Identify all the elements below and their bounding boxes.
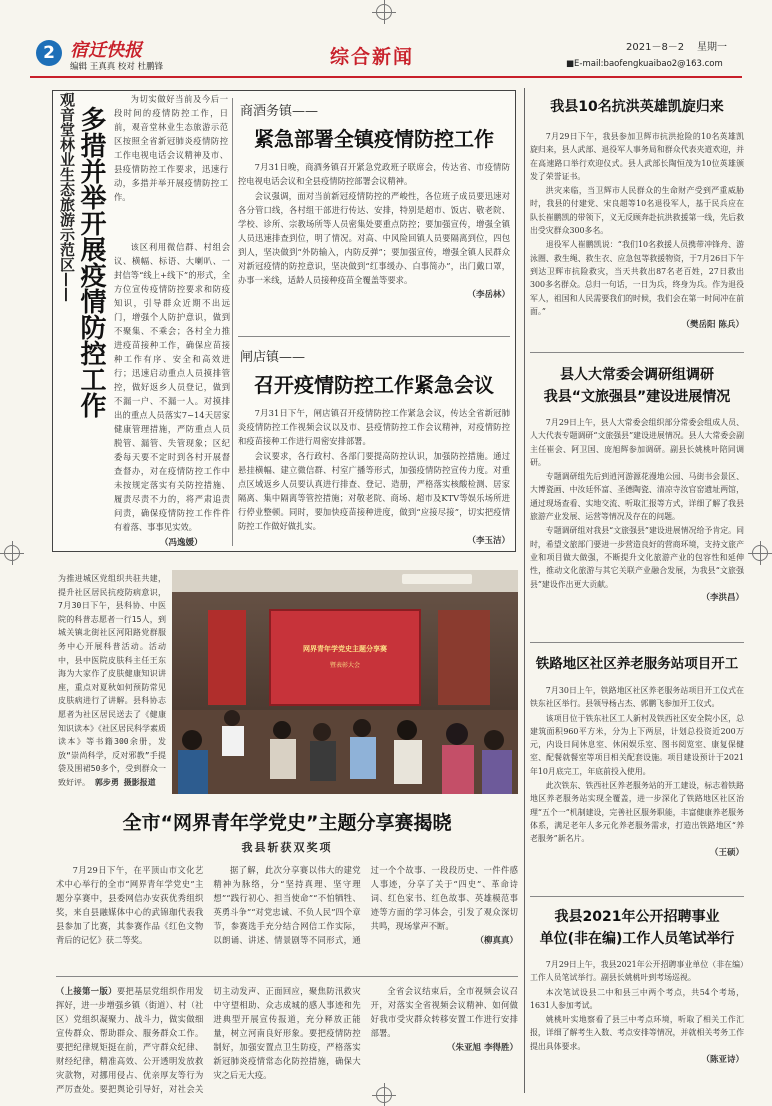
- article-headline-line2: 单位(非在编)工作人员笔试举行: [539, 931, 735, 947]
- article-paragraph: 专题调研组对我县“文旅强县”建设进展情况给予肯定。同时，希望文旅部门要进一步营造良好的营商环境，支持文旅产业和项目做大做强，不断提升文化旅游产业的包容性和延伸性，推动文化旅游与其它关联产业融合发展，为我县“文旅强县”建设作出更大贡献。: [530, 526, 744, 589]
- divider: [530, 896, 744, 897]
- divider: [530, 352, 744, 353]
- article-paragraph: 该区利用微信群、村组会议、横幅、标语、大喇叭、一封信等“线上+线下”的形式，全方位宣传疫情防控要求和防疫知识，引导群众近期不出远门，增强个人防护意识，做到不聚集、不乘会；各村全力推进疫苗接种工作，确保应苗接种工作有序、安全和高效进行；迅速启动重点人员摸排管控，做好返乡人员登记，做到不漏一户、不漏一人。对摸排出的重点人员落实7−14天居家健康管理措施，严防重点人员脱管、漏管、失管现象；区纪委每天要不定时到各村开展督查督办，对在疫情防控工作中未按规定落实有关防控措施、履责尽责不力的，将严肃追责问责，确保疫情防控工作件件有着落、事事见实效。: [114, 242, 230, 532]
- article-byline: （朱亚旭 李得胜）: [447, 1043, 518, 1053]
- article-byline: （李玉洁）: [467, 536, 510, 546]
- registration-mark-left: [4, 545, 20, 561]
- article-paragraph: 全省会议结束后，全市视频会议召开，对落实全省视频会议精神、如何做好我市受灾群众转移安置工作进行安排部署。: [370, 986, 518, 1038]
- staff-credits: 编辑 王真真 校对 杜鹏锋: [70, 62, 164, 72]
- issue-date: 2021－8－2: [626, 42, 685, 53]
- right-column-divider: [524, 88, 525, 1093]
- article-paragraph: 会议强调，面对当前新冠疫情防控的严峻性，各位班子成员要迅速对各分管口线，各村组干部进行传达、安排，特别是超市、饭店、敬老院、学校、诊所、宗教场所等人员密集处要重点防控；要加强宣传，增强全镇人员迅速排查到位，明了情况。对高、中风险回镇人员要隔离到位，四包到人，坚决做到“外防输入，内防反弹”；要加强宣传，增强全镇人民群众对新冠疫情的防控意识，坚决做到“红事缓办、白事简办”，出门戴口罩，办事一米线，适龄人员接种疫苗全覆盖等要求。: [238, 191, 510, 285]
- continuation-label: （上接第一版）: [56, 986, 117, 996]
- article-headline: 紧急部署全镇疫情防控工作: [254, 127, 494, 151]
- registration-mark-right: [752, 545, 768, 561]
- contact-email: ■E-mail:baofengkuaibao2@163.com: [566, 59, 723, 69]
- article-paragraph: 7月29日下午，我县参加卫辉市抗洪抢险的10名英雄凯旋归来，县人武部、退役军人事务局和群众代表夹道欢迎，并在高速路口举行欢迎仪式。县人武部长陶恒茂为10位英雄颁发了荣誉证书。: [530, 132, 744, 181]
- article-shangjiuwu: [238, 100, 510, 302]
- article-subheadline: 我县斩获双奖项: [241, 841, 333, 854]
- caption-byline: 郭步勇 摄影报道: [94, 777, 156, 787]
- article-flood-heroes: [530, 96, 744, 332]
- article-headline-line2: 我县“文旅强县”建设进展情况: [543, 389, 731, 405]
- page-number-badge: 2: [36, 40, 62, 66]
- article-paragraph: 要把基层党组织作用发挥好，进一步增强乡镇（街道）、村（社区）党组织凝聚力、战斗力，做实做细宣传群众、帮助群众、服务群众工作。要把纪律规矩挺在前，严守群众纪律、财经纪律，精准高效、公开透明发放救灾款物，对挪用侵占、优亲厚友等行为严厉查处。要把舆论引导好，对社会关切主动发声、正面回应，聚焦防汛救灾中守望相助、众志成城的感人事迹和先进典型开展宣传报道，充分释放正能量，树立河南良好形象。要把疫情防控制好，加强安置点卫生防疫，严格落实新冠肺炎疫情常态化防控措施，确保大灾之后无大疫。: [56, 986, 361, 1094]
- article-headline: 全市“网界青年学党史”主题分享赛揭晓: [122, 812, 452, 834]
- meeting-photo-illustration: [172, 570, 518, 794]
- registration-mark-top: [376, 4, 392, 20]
- divider: [238, 336, 510, 337]
- issue-weekday: 星期一: [697, 42, 727, 53]
- article-byline: （王硕）: [709, 847, 744, 858]
- article-paragraph: 本次笔试设县二中和县三中两个考点，共54个考场，1631人参加考试。: [530, 987, 744, 1010]
- paper-name: 宿迁快报: [70, 40, 142, 61]
- article-kicker: 商酒务镇——: [240, 104, 319, 119]
- article-paragraph: 据了解，此次分享赛以伟大的建党精神为脉络，分“坚持真理、坚守理想”“践行初心、担当使命”“不怕牺牲、英勇斗争”“对党忠诚、不负人民”四个章节，参赛选手充分结合网信工作实际，以朗诵、讲述、情景剧等不同形式，通过一个个故事、一段段历史、一件件感人事迹，分享了关于“四史”、革命诗词、红色家书、红色故事、英雄模范事迹等方面的学习体会，引发了观众深切共鸣，现场掌声不断。: [213, 865, 518, 945]
- article-headline: 召开疫情防控工作紧急会议: [254, 373, 494, 397]
- article-paragraph: 会议要求，各行政村、各部门要提高防控认识，加强防控措施。通过悬挂横幅、建立微信群、村室广播等形式，加强疫情防控宣传力度。对重点区域返乡人员要认真进行排查、登记、造册，严格落实核酸检测、居家隔离、集中隔离等管控措施；对敬老院、商场、超市及KTV等娱乐场所进行停业整顿。同时，要加快疫苗接种进度，做到“应接尽接”，切实把疫情防控工作做好做扎实。: [238, 451, 510, 531]
- article-paragraph: 该项目位于铁东社区工人新村及铁西社区安全院小区，总建筑面积960平方米，分为上下两层，计划总投资近200万元，内设日间休息室、休闲娱乐室、图书阅览室、康复保健室、配餐就餐室等项目相关配套设施。项目建设预计于2021年10月底完工，年底前投入使用。: [530, 713, 744, 776]
- article-headline: 我县10名抗洪英雄凯旋归来: [550, 99, 724, 115]
- article-party-history-contest: [56, 808, 518, 948]
- article-paragraph: 7月30日上午，铁路地区社区养老服务站项目开工仪式在铁东社区举行。县领导杨占杰、郭鹏飞参加开工仪式。: [530, 686, 744, 709]
- article-headline: 多措并举开展疫情防控工作: [76, 106, 106, 418]
- article-elderly-care: [530, 652, 744, 860]
- article-paragraph: 7月29日下午，在平顶山市文化艺术中心举行的全市“网界青年学党史”主题分享赛中，县委网信办安荻优秀组织奖，来自县融媒体中心的武锦珈代表我县参加了比赛，其参赛作品《红色文物背后的记忆》获二等奖。: [56, 865, 204, 945]
- article-headline: 我县2021年公开招聘事业: [554, 909, 720, 925]
- section-title: 综合新闻: [330, 46, 415, 68]
- caption-text: 为推进城区党组织共驻共建，提升社区居民抗疫防病意识，7月30日下午，县科协、中医院的科普志愿者一行15人，到城关镇北街社区河阳路党群服务中心开展科普活动。活动中，县中医院皮肤科主任王东海为大家作了皮肤健康知识讲座，重点对夏秋如何预防常见皮肤病进行了讲解。县科协志愿者为社区居民送去了《健康知识读本》《社区居民科学素质读本》等书籍300余册，发放“崇尚科学，反对邪教”手提袋及围裙50多个，受到群众一致好评。: [58, 574, 166, 787]
- article-continued-from-front: [56, 984, 518, 1096]
- article-byline: （李洪昌）: [701, 592, 744, 603]
- article-zhadian: [238, 346, 510, 548]
- news-photo: [172, 570, 518, 794]
- article-byline: （冯逸媛）: [160, 538, 203, 548]
- article-headline: 铁路地区社区养老服务站项目开工: [535, 656, 739, 672]
- screen-caption-line2: 暨表彰大会: [329, 662, 360, 669]
- article-byline: （柳真真）: [475, 936, 518, 946]
- article-paragraph: 退役军人崔鹏凯说：“我们10名救援人员携带冲锋舟、游泳圈、救生绳、救生衣、应急包等救援物资，于7月26日下午到达卫辉市抗险救灾，当天共救出87名老百姓，27日救出300多名群众。总归一句话，一日为兵，终身为兵。作为退役军人，祖国和人民需要我们的时候，我们会在第一时间冲在前面。”: [530, 240, 744, 316]
- article-byline: （陈亚诗）: [701, 1055, 744, 1066]
- article-npc-survey: [530, 364, 744, 605]
- article-paragraph: 此次铁东、铁西社区养老服务站的开工建设，标志着铁路地区养老服务站实现全覆盖，进一步深化了铁路地区社区治理“五个一”机制建设，完善社区服务职能，丰富健康养老服务体系，满足老年人多元化养老服务需求，打造出铁路地区“养老服务”新名片。: [530, 781, 744, 844]
- article-kicker: 观音堂林业生态旅游示范区——: [58, 92, 76, 302]
- divider: [56, 976, 518, 977]
- article-paragraph: 7月29日上午，我县2021年公开招聘事业单位（非在编）工作人员笔试举行。副县长姚桃叶到考场巡视。: [530, 960, 744, 983]
- article-kicker: 闸店镇——: [240, 350, 306, 365]
- article-byline: （李岳林）: [467, 290, 510, 300]
- photo-caption-article: [58, 572, 166, 790]
- article-paragraph: 专题调研组先后到逍河游源花漫地公园、马街书会景区、大博瓷画、中汝廷怀富、圣德陶瓷、清凉寺汝官窑遗址两馆，通过现场查看、实地交流、听取汇报等方式，详细了解了我县旅游产业发展、运营等情况及存在的问题。: [530, 472, 744, 522]
- article-recruitment-exam: [530, 906, 744, 1067]
- divider: [530, 642, 744, 643]
- article-paragraph: 姚桃叶实地察看了县三中考点环境，听取了相关工作汇报，详细了解考生入数、考点安排等情况，并就相关考务工作提出具体要求。: [530, 1015, 744, 1051]
- article-body-wrap: [114, 240, 230, 535]
- article-body: [114, 92, 228, 205]
- article-paragraph: 7月29日上午，县人大常委会组织部分常委会组成人员、人大代表专题调研“文旅强县”建设进展情况。县人大常委会副主任崔会、阿卫国、庞旭辉参加调研。副县长姚桃叶陪同调研。: [530, 418, 744, 467]
- article-paragraph: 洪灾来临，当卫辉市人民群众的生命财产受到严重威胁时，我县的付建党、宋良超等10名退役军人，基于民兵应在队长崔鹏凯的带领下，义无反顾奔赴抗洪救援第一线，先后救出受灾群众300多名。: [530, 186, 744, 236]
- header-rule: [30, 76, 742, 78]
- article-paragraph: 7月31日下午，闸店镇召开疫情防控工作紧急会议，传达全省新冠肺炎疫情防控工作视频会议以及市、县疫情防控工作会议精神，对疫情防控和疫苗接种工作进行周密安排部署。: [238, 408, 510, 446]
- article-headline: 县人大常委会调研组调研: [560, 367, 714, 383]
- article-byline: （樊岳阳 陈兵）: [681, 320, 744, 331]
- article-paragraph: 7月31日晚，商酒务镇召开紧急党政班子联席会，传达省、市疫情防控电视电话会议和全县疫情防控部署会议精神。: [238, 162, 510, 186]
- article-paragraph: 为切实做好当前及今后一段时间的疫情防控工作，日前，观音堂林业生态旅游示范区按照全省新冠肺炎疫情防控工作电视电话会议精神及市、县疫情防控工作要求，迅速行动，多措并举开展疫情防控工作。: [114, 94, 228, 202]
- column-divider: [232, 98, 233, 546]
- screen-caption-line1: 网界青年学党史主题分享赛: [303, 645, 387, 653]
- page-header: [30, 30, 742, 80]
